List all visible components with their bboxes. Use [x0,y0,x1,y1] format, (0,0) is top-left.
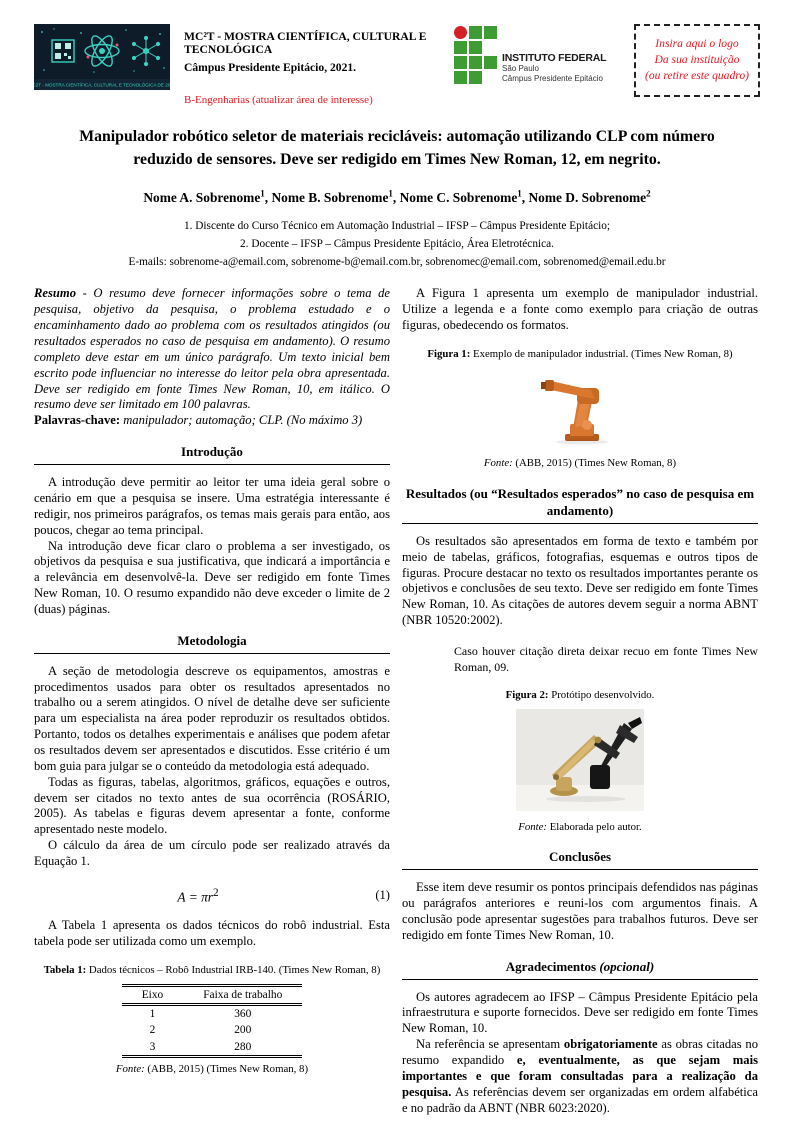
event-banner-graphic [34,24,170,96]
figura-2-image [402,709,758,816]
agradecimentos-paragraph-1: Os autores agradecem ao IFSP – Câmpus Presidente Epitácio pela infraestrutura e suporte fornecidos. Deve ser redigido em fonte Times New Roman, 10. [402,989,758,1036]
banner-caption: MC2T - MOSTRA CIENTÍFICA, CULTURAL E TECNOLÓGICA DE 2021 [34,82,170,88]
left-column [34,286,390,1116]
section-heading-introducao: Introdução [34,444,390,465]
table-cell: 3 [149,1040,156,1053]
keywords-text: manipulador; automação; CLP. (No máximo 3) [120,413,363,428]
table-header-row [122,985,303,1004]
abstract-paragraph: Resumo - O resumo deve fornecer informações sobre o tema de pesquisa, objetivo da pesquisa, o problema estudado e o encaminhamento dado ao problema com os resultados atingidos (ou resultados esperados no caso de pesquisa em andamento). O resumo completo deve estar em um único parágrafo. Um texto inicial bem escrito pode influenciar no interesse do leitor pela obra apresentada. Deve ser redigido em fonte Times New Roman, 10, em itálico. O resumo deve ser limitado em 100 palavras. [34,286,390,412]
knowledge-area: B-Engenharias (atualizar área de interesse) [184,94,373,106]
affiliation-2: 2. Docente – IFSP – Câmpus Presidente Epitácio, Área Eletrotécnica. [240,238,554,251]
prototype-photo-image [516,709,644,811]
institution-logo-placeholder [634,24,760,97]
figura1-intro-paragraph: A Figura 1 apresenta um exemplo de manipulador industrial. Utilize a legenda e a fonte como exemplo para criação de outras figuras, obedecendo os formatos. [402,286,758,333]
keywords-label: Palavras-chave: [34,413,121,428]
table-cell: 200 [234,1024,252,1037]
keywords-line [34,413,390,429]
ifsp-logo [454,24,626,84]
ifsp-campus: Câmpus Presidente Epitácio [502,74,603,83]
equation-body: $A = \pi r^2$ [177,886,219,905]
figura-1-source: Fonte: (ABB, 2015) (Times New Roman, 8) [483,457,677,470]
table-cell: 1 [149,1007,156,1020]
author: Nome A. Sobrenome$^1$, [143,188,272,206]
figura-1-image [402,368,758,453]
industrial-robot-image [515,368,645,448]
table-cell: 280 [234,1040,252,1053]
affiliation-1: 1. Discente do Curso Técnico em Automação Industrial – IFSP – Câmpus Presidente Epitácio; [183,220,611,233]
section-heading-agradecimentos: Agradecimentos (opcional) [402,959,758,980]
event-banner-image [34,24,170,96]
page-header [34,24,760,106]
ifsp-state: São Paulo [502,64,539,73]
placeholder-line-2: Da sua instituição [654,53,740,67]
table-cell: 360 [234,1007,252,1020]
ifsp-logo-text [502,52,606,84]
event-campus-year: Câmpus Presidente Epitácio, 2021. [184,61,357,74]
placeholder-line-3: (ou retire este quadro) [645,69,749,83]
metodologia-paragraph-3: O cálculo da área de um círculo pode ser realizado através da Equação 1. [34,838,390,868]
event-title: MC²T - MOSTRA CIENTÍFICA, CULTURAL E TECNOLÓGICA [184,30,427,56]
table-1 [122,984,303,1058]
table-header-eixo: Eixo [141,988,164,1001]
table-header-faixa: Faixa de trabalho [203,988,283,1001]
abstract-text: O resumo deve fornecer informações sobre o tema de pesquisa, objetivo da pesquisa, o problema estudado e o encaminhamento dado ao problema com os resultados atingidos (ou resultados esperados no caso de pesquisa em andamento). O resumo completo deve estar em um único parágrafo. Um texto inicial bem escrito pode influenciar no interesse do leitor pela obra apresentada. Deve ser redigido em fonte Times New Roman, 10, em itálico. O resumo deve ser limitado em 100 palavras. [34,286,390,412]
metodologia-paragraph-1: A seção de metodologia descreve os equipamentos, amostras e procedimentos usados para obter os resultados apresentados no trabalho ou a serem atingidos. O nível de detalhe deve ser suficiente para um especialista na área poder reproduzir os resultados obtidos. Portanto, todos os detalhes experimentais e análises que podem afetar os resultados devem ser apresentados e discutidos. Esse critério é um bom guia para julgar se o conteúdo da metodologia está adequado. [34,663,390,773]
section-heading-resultados: Resultados (ou “Resultados esperados” no caso de pesquisa em andamento) [402,486,758,524]
author: Nome C. Sobrenome$^1$, [399,188,529,206]
event-info [178,24,446,106]
conclusoes-paragraph: Esse item deve resumir os pontos principais defendidos nas páginas ou parágrafos anteriores e reuni-los com argumentos finais. A conclusão pode apresentar sugestões para trabalhos futuros. Deve ser redigido em fonte Times New Roman, 10. [402,880,758,942]
equation-number: (1) [375,888,390,903]
ifsp-name: INSTITUTO FEDERAL [502,52,607,64]
agradecimentos-paragraph-2: Na referência se apresentam obrigatoriamente as obras citadas no resumo expandido e, eventualmente, as que sejam mais importantes e que foram consultadas para a realização da pesquisa. As referências devem ser organizadas em ordem alfabética e no padrão da ABNT (NBR 6023:2020). [402,1037,758,1115]
table-1-source: Fonte: (ABB, 2015) (Times New Roman, 8) [115,1062,309,1075]
intro-paragraph-2: Na introdução deve ficar claro o problema a ser investigado, os objetivos da pesquisa e sua justificativa, que indicará a importância e a relevância em desenvolvê-la. Deve ser redigido em fonte Times New Roman, 10. O resumo expandido não deve exceder o limite de 2 (duas) páginas. [34,538,390,616]
ifsp-logo-icon [454,26,497,84]
figura-1-caption: Figura 1: Exemplo de manipulador industrial. (Times New Roman, 8) [427,348,733,361]
affiliations [34,217,760,271]
figura-2-source: Fonte: Elaborada pelo autor. [518,820,642,833]
equation-1 [34,886,390,906]
metodologia-paragraph-2: Todas as figuras, tabelas, algoritmos, gráficos, equações e outros, devem ser citados no texto antes de sua ocorrência (ROSÁRIO, 2005). As tabelas e figuras devem apresentar a fonte, conforme apresentado neste modelo. [34,774,390,837]
right-column [402,286,758,1116]
placeholder-line-1: Insira aqui o logo [655,37,739,50]
figura-2-caption: Figura 2: Protótipo desenvolvido. [505,689,655,702]
table-cell: 2 [149,1024,156,1037]
author: Nome B. Sobrenome$^1$, [271,188,400,206]
section-heading-metodologia: Metodologia [34,633,390,654]
paper-title: Manipulador robótico seletor de materiais recicláveis: automação utilizando CLP com número reduzido de sensores. Deve ser redigido em Times New Roman, 12, em negrito. [79,128,715,168]
section-heading-conclusoes: Conclusões [402,849,758,870]
authors-line [34,189,760,206]
table-row [122,1004,303,1022]
table-row [122,1022,303,1038]
resultados-paragraph-1: Os resultados são apresentados em forma de texto e também por meio de tabelas, gráficos, fotografias, esquemas e outros tipos de figuras. Procure destacar no texto os resultados importantes perante os objetivos e conclusões de seu texto. Deve ser redigido em fonte Times New Roman, 10. As citações de autores devem seguir a norma ABNT (NBR 10520:2002). [402,533,758,628]
table-row [122,1039,303,1057]
metodologia-paragraph-4: A Tabela 1 apresenta os dados técnicos do robô industrial. Esta tabela pode ser utilizada como um exemplo. [34,918,390,949]
intro-paragraph-1: A introdução deve permitir ao leitor ter uma ideia geral sobre o cenário em que a pesquisa se insere. Uma estratégia interessante é redigir, nos primeiros parágrafos, os temas mais gerais para então, aos poucos, chegar ao tema principal. [34,475,390,537]
direct-quote-block: Caso houver citação direta deixar recuo em fonte Times New Roman, 09. [454,643,758,674]
table-1-caption: Tabela 1: Dados técnicos – Robô Industrial IRB-140. (Times New Roman, 8) [43,963,381,976]
authors-emails: E-mails: sobrenome-a@email.com, sobrenome-b@email.com.br, sobrenomec@email.com, sobrenomed@email.edu.br [128,256,666,269]
author: Nome D. Sobrenome$^2$ [528,188,651,206]
abstract-label: Resumo [34,286,76,301]
